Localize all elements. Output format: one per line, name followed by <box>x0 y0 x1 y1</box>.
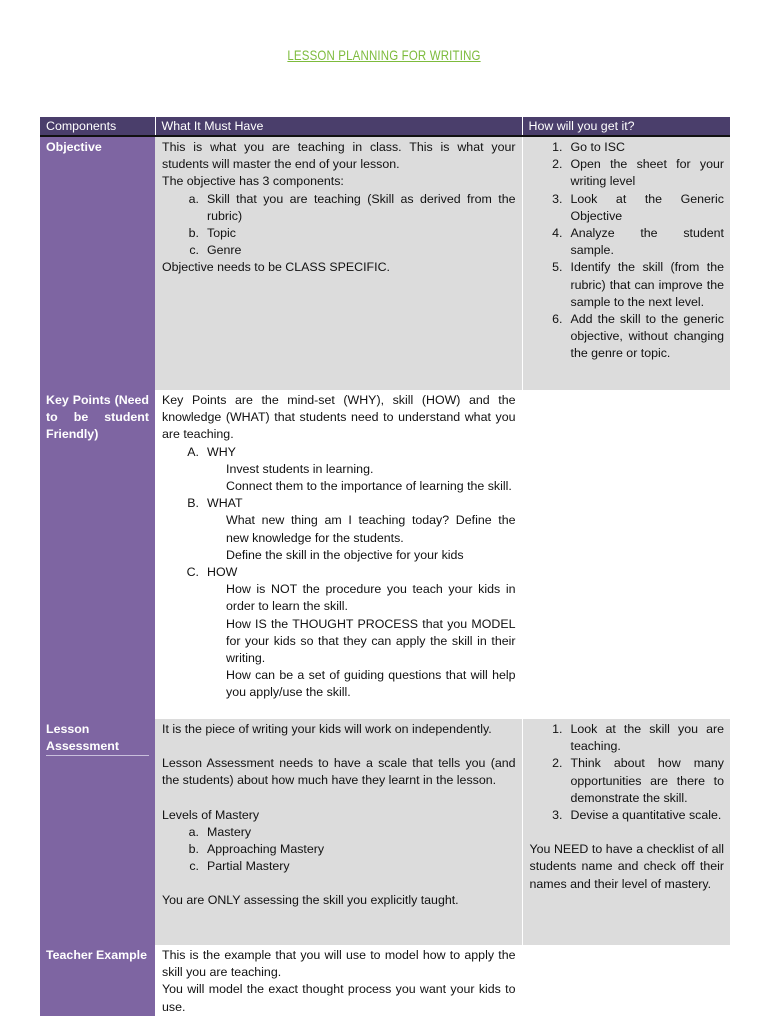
how-cell <box>522 945 730 1016</box>
must-have-cell <box>155 945 522 1016</box>
header-how-will-you-get-it: How will you get it? <box>522 117 730 136</box>
table-header-row <box>40 117 730 136</box>
section-line: How is NOT the procedure you teach your kids in order to learn the skill. <box>226 582 516 614</box>
list-item: a. Skill that you are teaching (Skill as derived from the rubric) <box>188 191 516 223</box>
objective-components-list <box>180 191 516 260</box>
assessment-scale: Lesson Assessment needs to have a scale that tells you (and the students) about how much have they learnt in the lesson. <box>162 756 516 788</box>
header-what-it-must-have: What It Must Have <box>155 117 522 136</box>
assessment-steps-list <box>530 721 725 824</box>
list-item: 6. Add the skill to the generic objective, without changing the genre or topic. <box>552 312 724 361</box>
objective-steps-list <box>530 139 725 363</box>
objective-intro: This is what you are teaching in class. This is what your students will master the end of your lesson. <box>162 140 516 172</box>
how-cell <box>522 719 730 945</box>
section-line: What new thing am I teaching today? Define the new knowledge for the students. <box>226 513 516 545</box>
assessment-intro: It is the piece of writing your kids will work on independently. <box>162 722 492 736</box>
list-item: 1. Look at the skill you are teaching. <box>552 722 724 754</box>
key-points-sections <box>180 444 516 702</box>
list-item: B. WHAT <box>187 496 243 511</box>
list-item: 5. Identify the skill (from the rubric) that can improve the sample to the next level. <box>552 260 724 309</box>
list-item: 1. Go to ISC <box>552 140 625 154</box>
component-cell <box>40 390 155 719</box>
component-label-teacher-example: Teacher Example <box>46 948 148 962</box>
list-item: c. Genre <box>189 243 242 258</box>
list-item: A. WHY <box>187 444 236 459</box>
list-item: 3. Look at the Generic Objective <box>552 191 724 223</box>
table-row-objective <box>40 136 730 390</box>
assessment-levels-intro: Levels of Mastery <box>162 807 260 822</box>
assessment-note: You are ONLY assessing the skill you explicitly taught. <box>162 893 459 908</box>
must-have-cell <box>155 136 522 390</box>
list-item: 4. Analyze the student sample. <box>552 226 724 258</box>
section-line: How can be a set of guiding questions that will help you apply/use the skill. <box>226 668 516 700</box>
list-item: 2. Open the sheet for your writing level <box>552 157 724 189</box>
component-cell <box>40 945 155 1016</box>
section-line: Invest students in learning. <box>226 461 374 476</box>
assessment-checklist: You NEED to have a checklist of all students name and check off their names and their level of mastery. <box>529 842 724 891</box>
section-line: How IS the THOUGHT PROCESS that you MODEL for your kids so that they can apply the skill in their writing. <box>226 616 516 666</box>
component-cell <box>40 136 155 390</box>
section-line: Connect them to the importance of learning the skill. <box>226 479 512 494</box>
teacher-example-line-1: This is the example that you will use to model how to apply the skill you are teaching. <box>162 948 516 980</box>
list-item: C. HOW <box>186 565 238 580</box>
table-row-teacher-example <box>40 945 730 1016</box>
header-components: Components <box>40 117 155 136</box>
list-item: b. Approaching Mastery <box>188 842 325 857</box>
objective-note: Objective needs to be CLASS SPECIFIC. <box>162 260 390 275</box>
document-title: LESSON PLANNING FOR WRITING <box>287 47 481 63</box>
objective-components-intro: The objective has 3 components: <box>162 174 344 189</box>
assessment-levels-list <box>180 824 516 876</box>
must-have-cell <box>155 719 522 945</box>
table-row-key-points <box>40 390 730 719</box>
section-line: Define the skill in the objective for your kids <box>226 547 464 562</box>
component-label-lesson-assessment: Lesson Assessment <box>46 721 149 756</box>
component-label-key-points: Key Points (Need to be student Friendly) <box>46 393 149 442</box>
teacher-example-line-2: You will model the exact thought process you want your kids to use. <box>162 982 516 1014</box>
lesson-planning-table <box>40 117 730 1016</box>
how-cell <box>522 390 730 719</box>
how-cell <box>522 136 730 390</box>
table-row-lesson-assessment <box>40 719 730 945</box>
key-points-intro: Key Points are the mind-set (WHY), skill (HOW) and the knowledge (WHAT) that students need to understand what you are teaching. <box>162 393 516 442</box>
list-item: a. Mastery <box>188 824 252 839</box>
list-item: 3. Devise a quantitative scale. <box>552 808 722 823</box>
list-item: c. Partial Mastery <box>189 859 290 874</box>
list-item: b. Topic <box>188 226 236 241</box>
must-have-cell <box>155 390 522 719</box>
component-label-objective: Objective <box>46 140 102 154</box>
component-cell <box>40 719 155 945</box>
list-item: 2. Think about how many opportunities are there to demonstrate the skill. <box>552 756 724 805</box>
